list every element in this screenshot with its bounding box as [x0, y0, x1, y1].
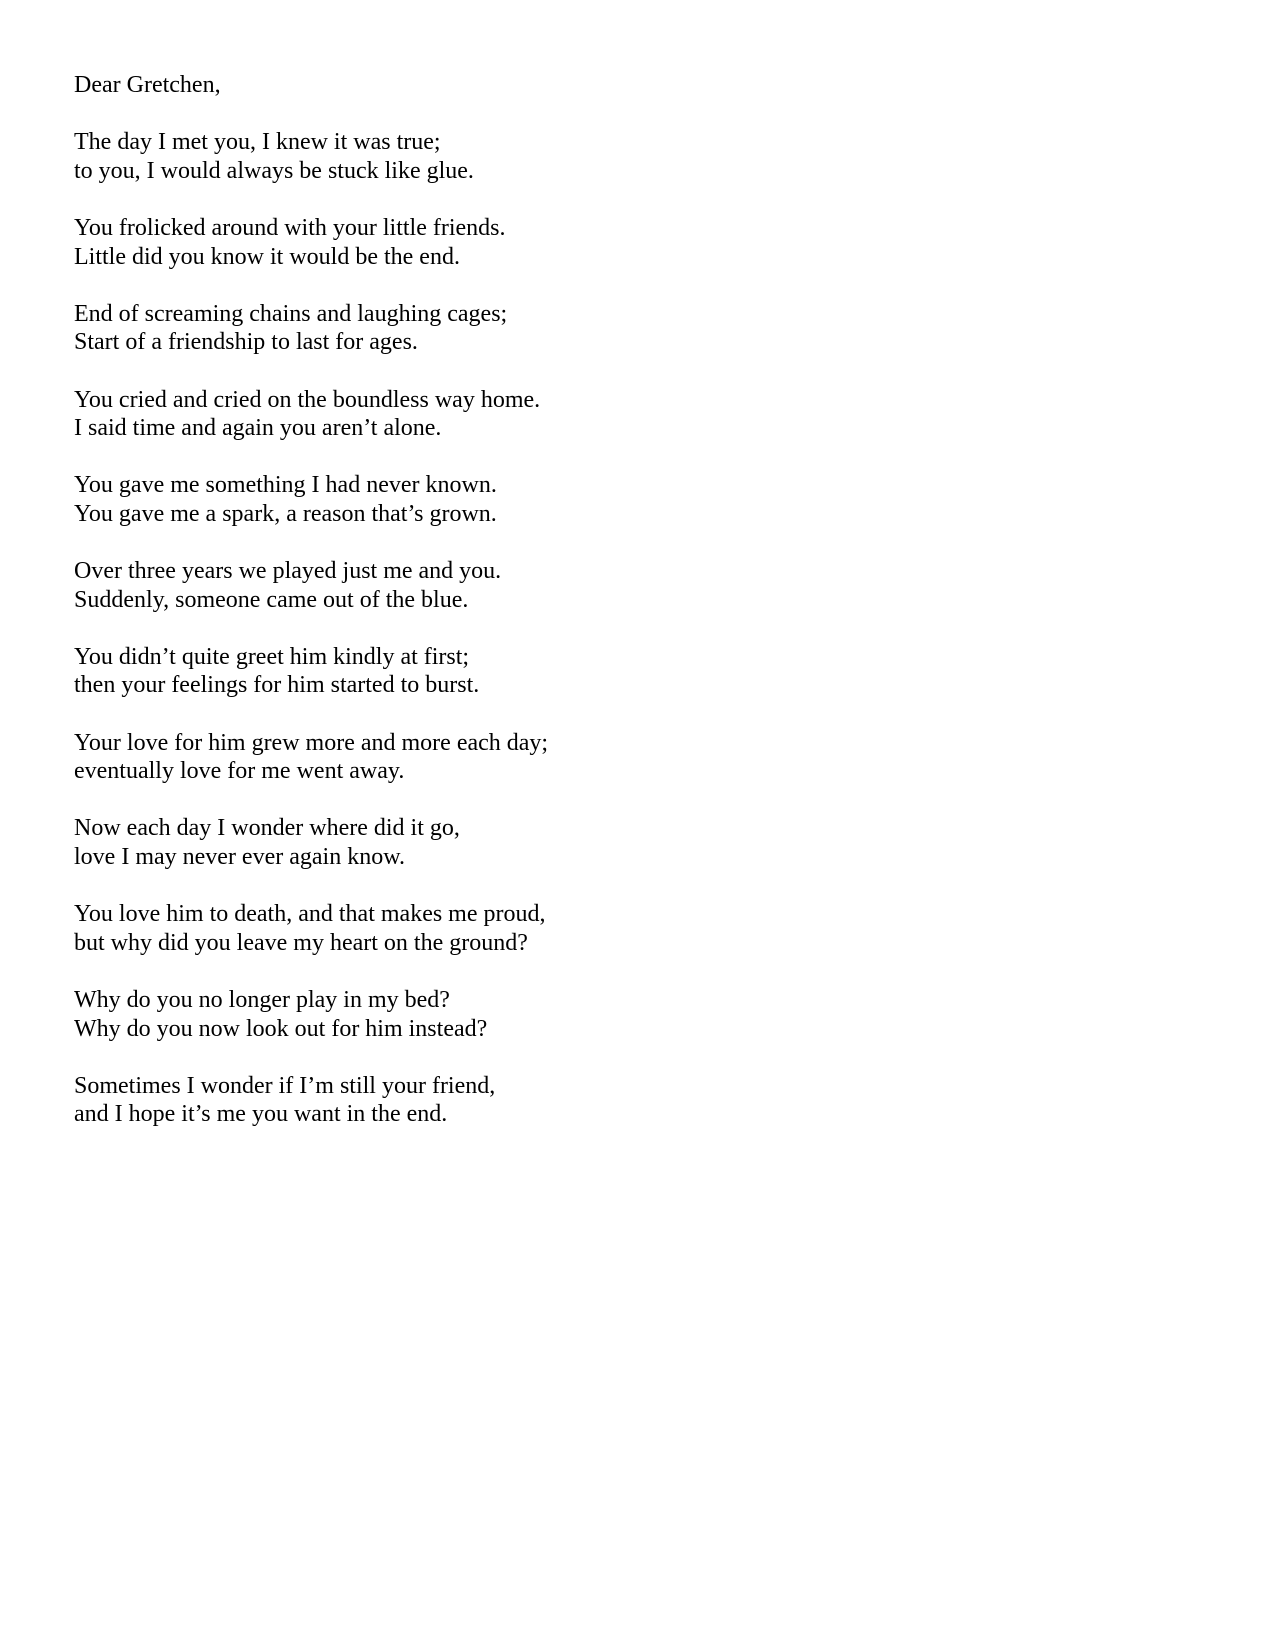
- poem-line: eventually love for me went away.: [74, 758, 405, 785]
- stanza: [74, 729, 874, 786]
- poem-line: Why do you now look out for him instead?: [74, 1015, 488, 1042]
- poem-line: You gave me a spark, a reason that’s grown.: [74, 500, 497, 527]
- poem-line: Start of a friendship to last for ages.: [74, 329, 418, 356]
- poem-line: The day I met you, I knew it was true;: [74, 129, 441, 156]
- poem-line: Over three years we played just me and you.: [74, 558, 502, 585]
- stanza: [74, 386, 874, 443]
- stanza: [74, 300, 874, 357]
- poem-line: to you, I would always be stuck like glue.: [74, 157, 474, 184]
- poem-line: and I hope it’s me you want in the end.: [74, 1101, 448, 1128]
- poem-line: You love him to death, and that makes me proud,: [74, 901, 546, 928]
- stanza: [74, 471, 874, 528]
- poem-line: then your feelings for him started to burst.: [74, 672, 480, 699]
- poem-line: Now each day I wonder where did it go,: [74, 815, 460, 842]
- poem-line: You gave me something I had never known.: [74, 472, 497, 499]
- stanza: [74, 128, 874, 185]
- poem-line: but why did you leave my heart on the ground?: [74, 929, 528, 956]
- poem-line: You frolicked around with your little friends.: [74, 214, 506, 241]
- salutation: Dear Gretchen,: [74, 72, 221, 98]
- stanza: [74, 1072, 874, 1129]
- poem-line: Your love for him grew more and more each day;: [74, 729, 549, 756]
- stanza: [74, 214, 874, 271]
- stanza: [74, 900, 874, 957]
- poem-line: I said time and again you aren’t alone.: [74, 415, 442, 442]
- poem-line: Sometimes I wonder if I’m still your friend,: [74, 1072, 496, 1099]
- stanza: [74, 986, 874, 1043]
- poem-letter: [74, 71, 874, 1158]
- stanza: [74, 814, 874, 871]
- stanza: [74, 557, 874, 614]
- poem-line: Little did you know it would be the end.: [74, 243, 460, 270]
- stanza: [74, 643, 874, 700]
- poem-line: love I may never ever again know.: [74, 844, 405, 871]
- poem-line: Suddenly, someone came out of the blue.: [74, 586, 469, 613]
- poem-line: You didn’t quite greet him kindly at first;: [74, 643, 470, 670]
- poem-line: End of screaming chains and laughing cages;: [74, 300, 508, 327]
- poem-line: Why do you no longer play in my bed?: [74, 987, 450, 1013]
- poem-line: You cried and cried on the boundless way home.: [74, 386, 541, 413]
